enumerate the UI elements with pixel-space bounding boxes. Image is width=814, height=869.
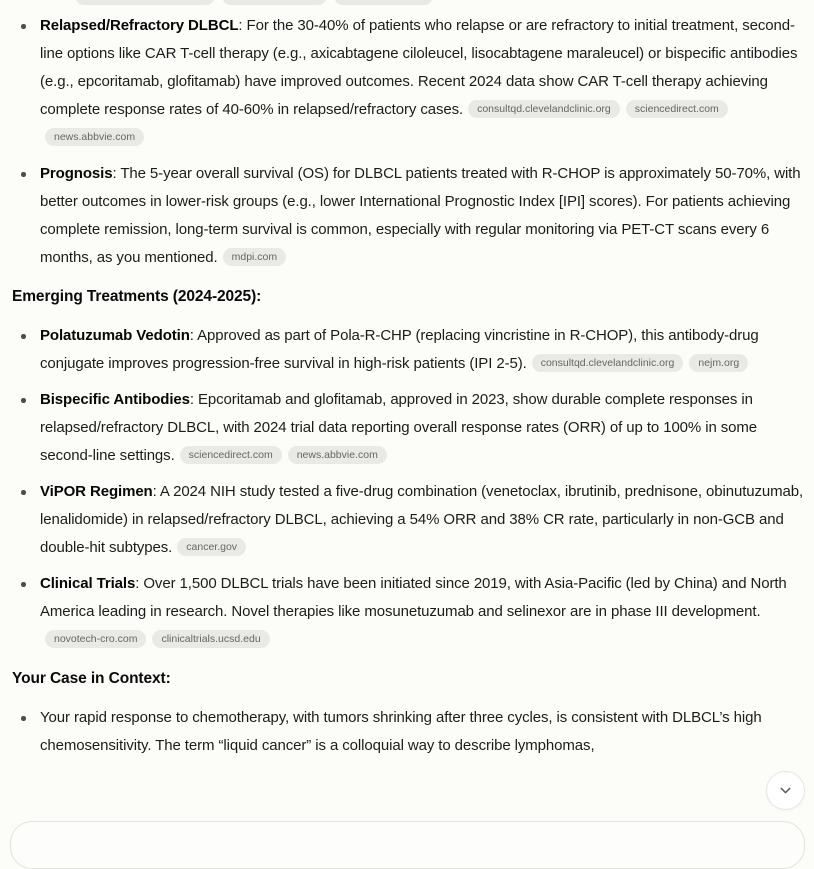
term-label: ViPOR Regimen (40, 483, 153, 500)
list-item (12, 322, 804, 378)
citation-chip-truncated[interactable] (334, 0, 433, 5)
citation-chip[interactable]: mdpi.com (223, 248, 287, 266)
citation-chip[interactable]: nejm.org (689, 354, 748, 372)
list-item (12, 386, 804, 470)
citation-chip[interactable]: clinicaltrials.ucsd.edu (152, 630, 269, 648)
term-label: Polatuzumab Vedotin (40, 327, 190, 344)
citation-chip[interactable]: news.abbvie.com (288, 446, 387, 464)
term-label: Clinical Trials (40, 575, 136, 592)
term-label: Prognosis (40, 165, 113, 182)
citation-chip[interactable]: cancer.gov (177, 538, 246, 556)
citation-chip[interactable]: news.abbvie.com (45, 128, 144, 146)
body-text: Your rapid response to chemotherapy, with tumors shrinking after three cycles, is consistent with DLBCL’s high chemosensitivity. The term “liquid cancer” is a colloquial way to describe lymphomas, (40, 709, 762, 754)
list-item (12, 478, 804, 562)
citation-chip-truncated[interactable] (222, 0, 327, 5)
body-text: : Epcoritamab and glofitamab, approved in 2023, show durable complete responses in relapsed/refractory DLBCL, with 2024 trial data reporting overall response rates (ORR) of up to 100% in some second-line settings. (40, 391, 758, 464)
bullet-icon (21, 172, 26, 177)
bullet-icon (21, 716, 26, 721)
bullet-icon (21, 490, 26, 495)
scroll-to-bottom-button[interactable] (766, 771, 805, 810)
citation-chip[interactable]: sciencedirect.com (626, 100, 728, 118)
body-text: : Over 1,500 DLBCL trials have been initiated since 2019, with Asia-Pacific (led by China) and North America leading in research. Novel therapies like mosunetuzumab and selinexor are in phase III development. (40, 575, 787, 620)
citation-chip-truncated[interactable] (75, 0, 215, 5)
body-text: : For the 30-40% of patients who relapse or are refractory to initial treatment, second-line options like CAR T-cell therapy (e.g., axicabtagene ciloleucel, lisocabtagene maraleucel) or bispecific antibodies (e.g., epcoritamab, glofitamab) have improved outcomes. Recent 2024 data show CAR T-cell therapy achieving complete response rates of 40-60% in relapsed/refractory cases. (40, 17, 798, 118)
chevron-down-icon (777, 782, 794, 799)
body-text: : A 2024 NIH study tested a five-drug combination (venetoclax, ibrutinib, prednisone, obinutuzumab, lenalidomide) in relapsed/refractory DLBCL, achieving a 54% ORR and 38% CR rate, particularly in non-GCB and double-hit subtypes. (40, 483, 804, 556)
message-composer[interactable] (10, 821, 805, 869)
citation-chip[interactable]: novotech-cro.com (45, 630, 146, 648)
list-item (12, 704, 804, 760)
bullet-icon (21, 334, 26, 339)
list-item (12, 12, 804, 152)
citation-chip[interactable]: consultqd.clevelandclinic.org (532, 354, 684, 372)
citation-chip[interactable]: consultqd.clevelandclinic.org (468, 100, 620, 118)
list-item (12, 160, 804, 272)
chat-scroll-area[interactable] (0, 12, 814, 768)
body-text: : The 5-year overall survival (OS) for DLBCL patients treated with R-CHOP is approximately 50-70%, with better outcomes in lower-risk groups (e.g., lower International Prognostic Index [IPI] scores). For patients achieving complete remission, long-term survival is common, especially with regular monitoring via PET-CT scans every 6 months, as you mentioned. (40, 165, 801, 266)
term-label: Relapsed/Refractory DLBCL (40, 17, 239, 34)
bullet-icon (21, 24, 26, 29)
body-text: : Approved as part of Pola-R-CHP (replacing vincristine in R-CHOP), this antibody-drug conjugate improves progression-free survival in high-risk patients (IPI 2-5). (40, 327, 759, 372)
section-heading: Emerging Treatments (2024-2025): (12, 288, 262, 305)
list-item (12, 570, 804, 654)
citation-chip[interactable]: sciencedirect.com (180, 446, 282, 464)
bullet-icon (21, 398, 26, 403)
term-label: Bispecific Antibodies (40, 391, 190, 408)
section-heading: Your Case in Context: (12, 670, 171, 687)
bullet-icon (21, 582, 26, 587)
